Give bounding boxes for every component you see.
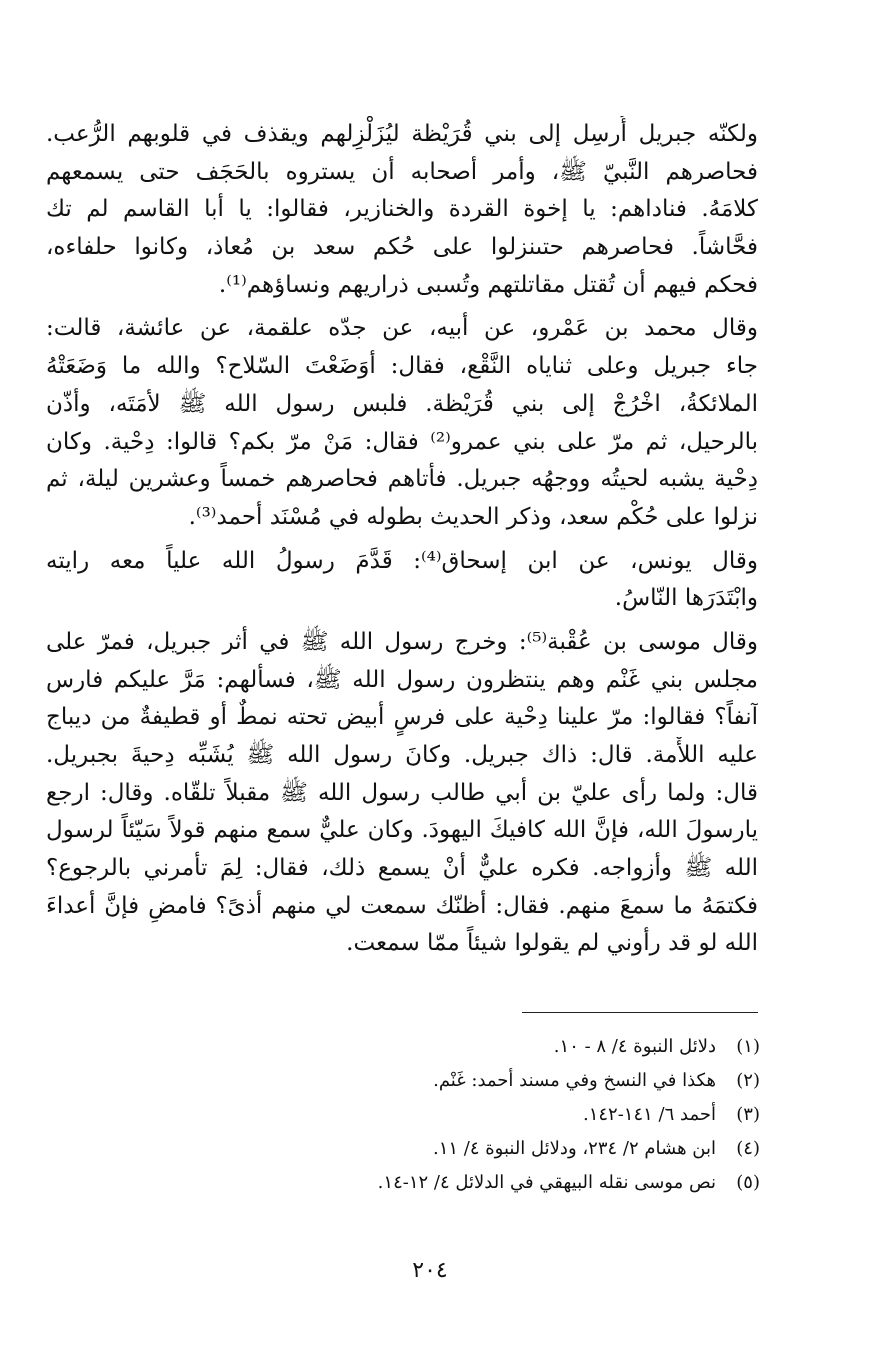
main-text xyxy=(46,116,758,963)
text-line: فحَّاشاً. فحاصرهم حتىنزلوا على حُكم سعد بن مُعاذ، وكانوا حلفاءه، xyxy=(46,234,758,261)
paragraph-4 xyxy=(46,624,758,963)
text-line: نزلوا على حُكْم سعد، وذكر الحديث بطوله في مُسْنَد أحمد⁽³⁾. xyxy=(188,503,758,530)
page-number: ٢٠٤ xyxy=(412,1258,448,1283)
text-line: يارسولَ الله، فإنَّ الله كافيكَ اليهودَ. وكان عليٌّ سمع منهم قولاً سَيّئاً لرسول xyxy=(46,817,758,844)
footnote-number: (٤) xyxy=(736,1138,760,1159)
paragraph-1 xyxy=(46,116,758,304)
text-line: وقال محمد بن عَمْرو، عن أبيه، عن جدّه علقمة، عن عائشة، قالت: xyxy=(46,315,758,342)
text-line: فحاصرهم النَّبيّ ﷺ، وأمر أصحابه أن يستروه بالحَجَف حتى يسمعهم xyxy=(46,158,758,185)
text-line: دِحْية يشبه لحيتُه ووجهُه جبريل. فأتاهم فحاصرهم خمساً وعشرين ليلة، ثم xyxy=(46,466,758,493)
text-line: الملائكةُ، اخْرُجْ إلى بني قُرَيْظة. فلبس رسول الله ﷺ لأمَتَه، وأذّن xyxy=(46,390,758,417)
text-line: وقال موسى بن عُقْبة⁽⁵⁾: وخرج رسول الله ﷺ في أثر جبريل، فمرّ على xyxy=(46,628,758,655)
text-line: وقال يونس، عن ابن إسحاق⁽⁴⁾: قَدَّمَ رسولُ الله علياً معه رايته xyxy=(46,547,758,574)
footnote-number: (٢) xyxy=(736,1070,760,1091)
text-line: الله ﷺ وأزواجه. فكره عليٌّ أنْ يسمع ذلك، فقال: لِمَ تأمرني بالرجوع؟ xyxy=(46,855,758,882)
footnote-text: نص موسى نقله البيهقي في الدلائل ٤/ ١٢-١٤. xyxy=(377,1172,716,1193)
footnote-number: (٥) xyxy=(736,1172,760,1193)
footnotes xyxy=(300,1030,760,1200)
text-line: قال: ولما رأى عليّ بن أبي طالب رسول الله ﷺ مقبلاً تلقّاه. وقال: ارجع xyxy=(46,779,758,806)
paragraph-2 xyxy=(46,310,758,536)
text-line: فكتمَهُ ما سمعَ منهم. فقال: أظنّك سمعت لي منهم أذىً؟ فامضِ فإنَّ أعداءَ xyxy=(46,892,758,919)
text-line: كلامَهُ. فناداهم: يا إخوة القردة والخنازير، فقالوا: يا أبا القاسم لم تك xyxy=(46,196,758,223)
footnote xyxy=(300,1132,760,1166)
text-line: فحكم فيهم أن تُقتل مقاتلتهم وتُسبى ذراريهم ونساؤهم⁽¹⁾. xyxy=(218,271,758,298)
footnote xyxy=(300,1166,760,1200)
footnote-text: أحمد ٦/ ١٤١-١٤٢. xyxy=(582,1104,716,1125)
footnote-separator xyxy=(522,1012,758,1013)
text-line: وابْتَدَرَها النّاسُ. xyxy=(614,585,758,612)
footnote-number: (٣) xyxy=(736,1104,760,1125)
text-line: بالرحيل، ثم مرّ على بني عمرو⁽²⁾ فقال: مَنْ مرّ بكم؟ قالوا: دِحْية. وكان xyxy=(46,428,758,455)
footnote-text: دلائل النبوة ٤/ ٨ - ١٠. xyxy=(553,1036,716,1057)
text-line: عليه اللأْمة. قال: ذاك جبريل. وكانَ رسول الله ﷺ يُشَبِّه دِحيةَ بجبريل. xyxy=(46,742,758,768)
text-line: مجلس بني غَنْم وهم ينتظرون رسول الله ﷺ، فسألهم: مَرَّ عليكم فارس xyxy=(46,666,758,693)
footnote xyxy=(300,1064,760,1098)
text-line: الله لو قد رأوني لم يقولوا شيئاً ممّا سمعت. xyxy=(346,930,758,957)
text-line: آنفاً؟ فقالوا: مرّ علينا دِحْية على فرسٍ أبيض تحته نمطٌ أو قطيفةٌ من ديباج xyxy=(46,704,758,731)
footnote-number: (١) xyxy=(736,1036,760,1057)
text-line: ولكنّه جبريل أُرسِل إلى بني قُرَيْظة ليُزَلْزِلهم ويقذف في قلوبهم الرُّعب. xyxy=(46,121,758,147)
paragraph-3 xyxy=(46,543,758,618)
footnote xyxy=(300,1030,760,1064)
text-line: جاء جبريل وعلى ثناياه النَّقْع، فقال: أوَضَعْتَ السّلاح؟ والله ما وَضَعَتْهُ xyxy=(46,353,758,380)
footnote-text: هكذا في النسخ وفي مسند أحمد: غَنْم. xyxy=(433,1070,716,1091)
footnote-text: ابن هشام ٢/ ٢٣٤، ودلائل النبوة ٤/ ١١. xyxy=(432,1138,716,1159)
footnote xyxy=(300,1098,760,1132)
